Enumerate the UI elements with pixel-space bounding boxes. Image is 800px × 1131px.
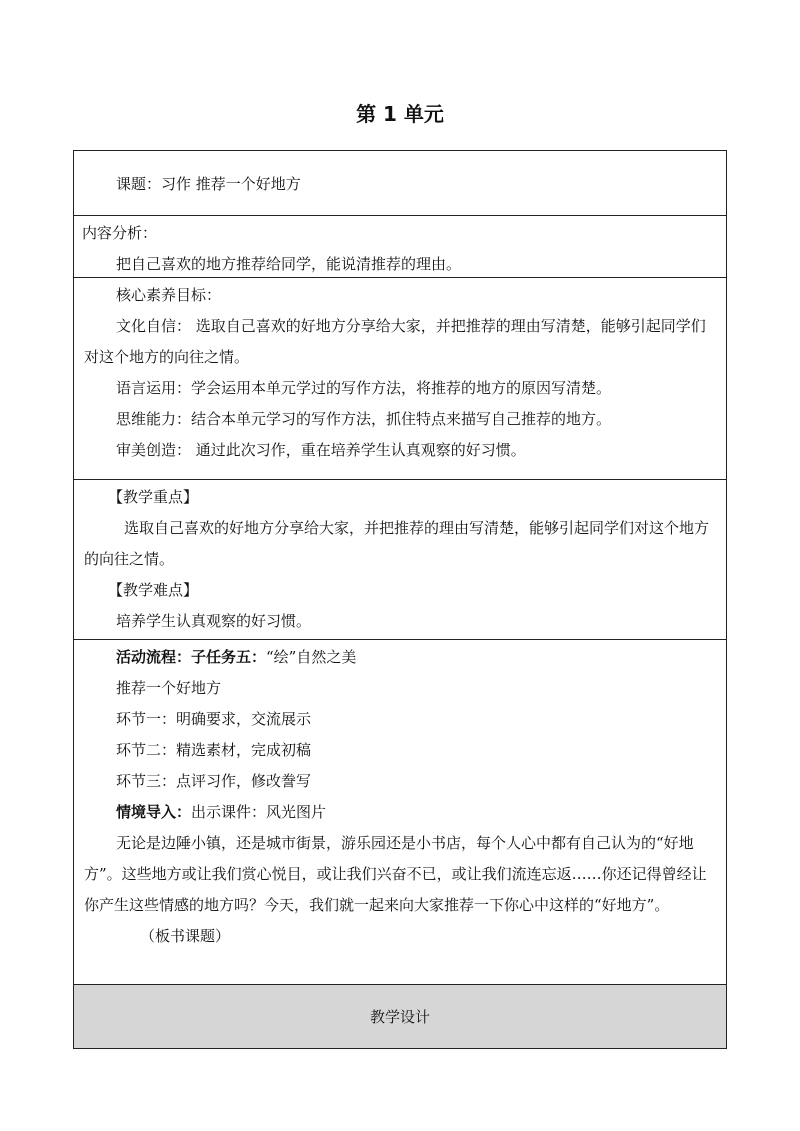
difficulty-content: 培养学生认真观察的好习惯。 [116,612,312,630]
footer-label: 教学设计 [369,1008,430,1026]
step-three: 环节三：点评习作，修改誊写 [116,772,312,790]
intro-text: 出示课件：风光图片 [191,803,327,821]
step-one: 环节一：明确要求，交流展示 [116,710,312,728]
core-goals-row [74,277,726,479]
page-title: 第 1 单元 [356,102,444,126]
scenario-intro [74,797,726,828]
lesson-plan-table [73,150,727,1049]
flow-title: “绘”自然之美 [266,648,357,666]
teaching-design-footer [74,984,726,1048]
step-two: 环节二：精选素材，完成初稿 [116,741,312,759]
goal-aesthetic: 审美创造： 通过此次习作，重在培养学生认真观察的好习惯。 [116,441,526,459]
intro-label: 情境导入： [116,803,192,821]
lesson-name: 习作 推荐一个好地方 [161,175,301,193]
flow-label: 活动流程：子任务五： [116,648,267,666]
lesson-title-row [74,151,726,215]
analysis-content: 把自己喜欢的地方推荐给同学，能说清推荐的理由。 [116,255,462,273]
activity-flow [74,642,726,673]
activity-subtitle: 推荐一个好地方 [116,679,222,697]
intro-paragraph: 无论是边陲小镇，还是城市街景，游乐园还是小书店，每个人心中都有自己认为的“好地方”。这些地方或让我们赏心悦目，或让我们兴奋不已，或让我们流连忘返……你还记得曾经让你产生这些情感的地方吗？今天，我们就一起来向大家推荐一下你心中这样的“好地方”。 [84,834,707,914]
difficulty-heading: 【教学难点】 [108,581,199,599]
lesson-title [74,169,726,200]
key-point-heading: 【教学重点】 [108,488,199,506]
key-point-content: 选取自己喜欢的好地方分享给大家，并把推荐的理由写清楚，能够引起同学们对这个地方的向往之情。 [84,519,710,568]
teaching-focus-row [74,479,726,639]
activity-flow-row [74,639,726,984]
analysis-heading: 内容分析： [82,224,158,242]
content-analysis-row [74,215,726,277]
board-note: （板书课题） [140,927,231,945]
lesson-label: 课题： [116,175,162,193]
goal-culture: 文化自信： 选取自己喜欢的好地方分享给大家，并把推荐的理由写清楚，能够引起同学们对这个地方的向往之情。 [84,317,706,366]
goal-language: 语言运用：学会运用本单元学过的写作方法，将推荐的地方的原因写清楚。 [116,379,612,397]
goals-heading: 核心素养目标： [116,286,222,304]
goal-thinking: 思维能力：结合本单元学习的写作方法，抓住特点来描写自己推荐的地方。 [116,410,612,428]
